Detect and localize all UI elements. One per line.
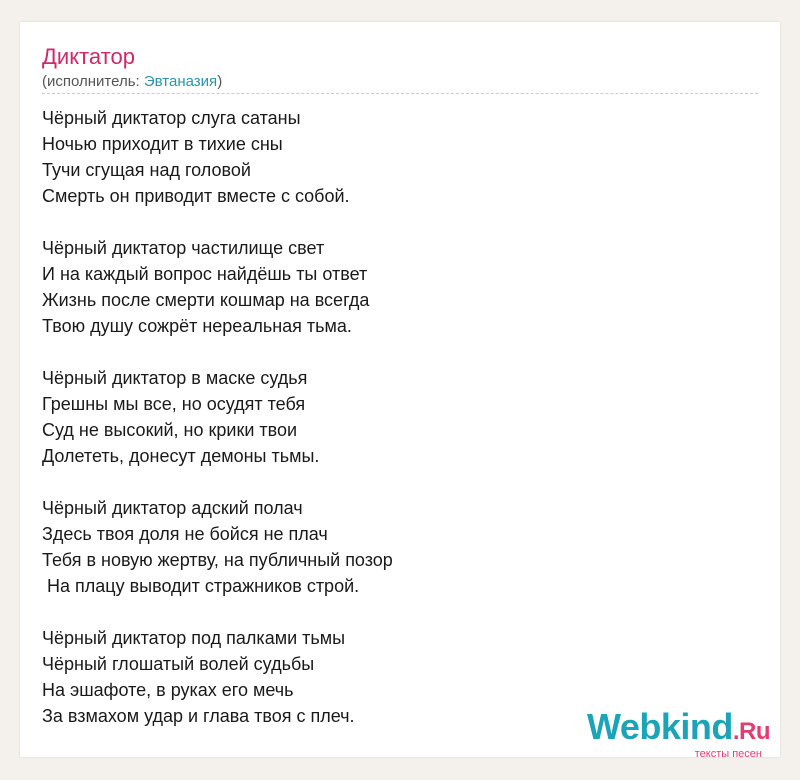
lyric-line: Суд не высокий, но крики твои [42, 420, 298, 440]
watermark-tagline: тексты песен [694, 748, 762, 760]
watermark-logo [586, 706, 770, 750]
lyric-line: Чёрный диктатор адский полач [42, 498, 303, 518]
watermark-domain: .Ru [732, 718, 770, 745]
stanza [42, 365, 742, 469]
lyric-line: Тебя в новую жертву, на публичный позор [42, 550, 393, 570]
performer-line [42, 73, 222, 91]
stanza [42, 235, 742, 339]
stanza [42, 495, 742, 599]
lyric-line: За взмахом удар и глава твоя с плеч. [42, 706, 355, 726]
stanza [42, 105, 742, 209]
lyric-line: И на каждый вопрос найдёшь ты ответ [42, 264, 368, 284]
lyric-line: Чёрный диктатор частилище свет [42, 238, 325, 258]
song-title: Диктатор [42, 44, 135, 69]
lyrics-card [20, 22, 780, 757]
site-watermark [586, 706, 770, 760]
lyric-line: Тучи сгущая над головой [42, 160, 251, 180]
watermark-brand: Webkind [586, 706, 733, 747]
lyric-line: Твою душу сожрёт нереальная тьма. [42, 316, 352, 336]
performer-prefix: (исполнитель: [42, 73, 144, 90]
lyric-line: Смерть он приводит вместе с собой. [42, 186, 350, 206]
lyric-line: Долететь, донесут демоны тьмы. [42, 446, 320, 466]
title-divider [42, 93, 758, 94]
lyric-line: Чёрный диктатор слуга сатаны [42, 108, 301, 128]
lyrics-body [42, 105, 742, 755]
lyric-line: Ночью приходит в тихие сны [42, 134, 283, 154]
performer-suffix: ) [217, 73, 223, 90]
lyric-line: Здесь твоя доля не бойся не плач [42, 524, 328, 544]
lyric-line: Чёрный глошатый волей судьбы [42, 654, 315, 674]
lyric-line: Чёрный диктатор под палками тьмы [42, 628, 346, 648]
lyric-line: Грешны мы все, но осудят тебя [42, 394, 306, 414]
performer-link[interactable]: Эвтаназия [143, 73, 218, 90]
lyric-line: Чёрный диктатор в маске судья [42, 368, 308, 388]
lyric-line: На эшафоте, в руках его мечь [42, 680, 294, 700]
lyric-line: На плацу выводит стражников строй. [42, 576, 360, 596]
lyric-line: Жизнь после смерти кошмар на всегда [42, 290, 370, 310]
